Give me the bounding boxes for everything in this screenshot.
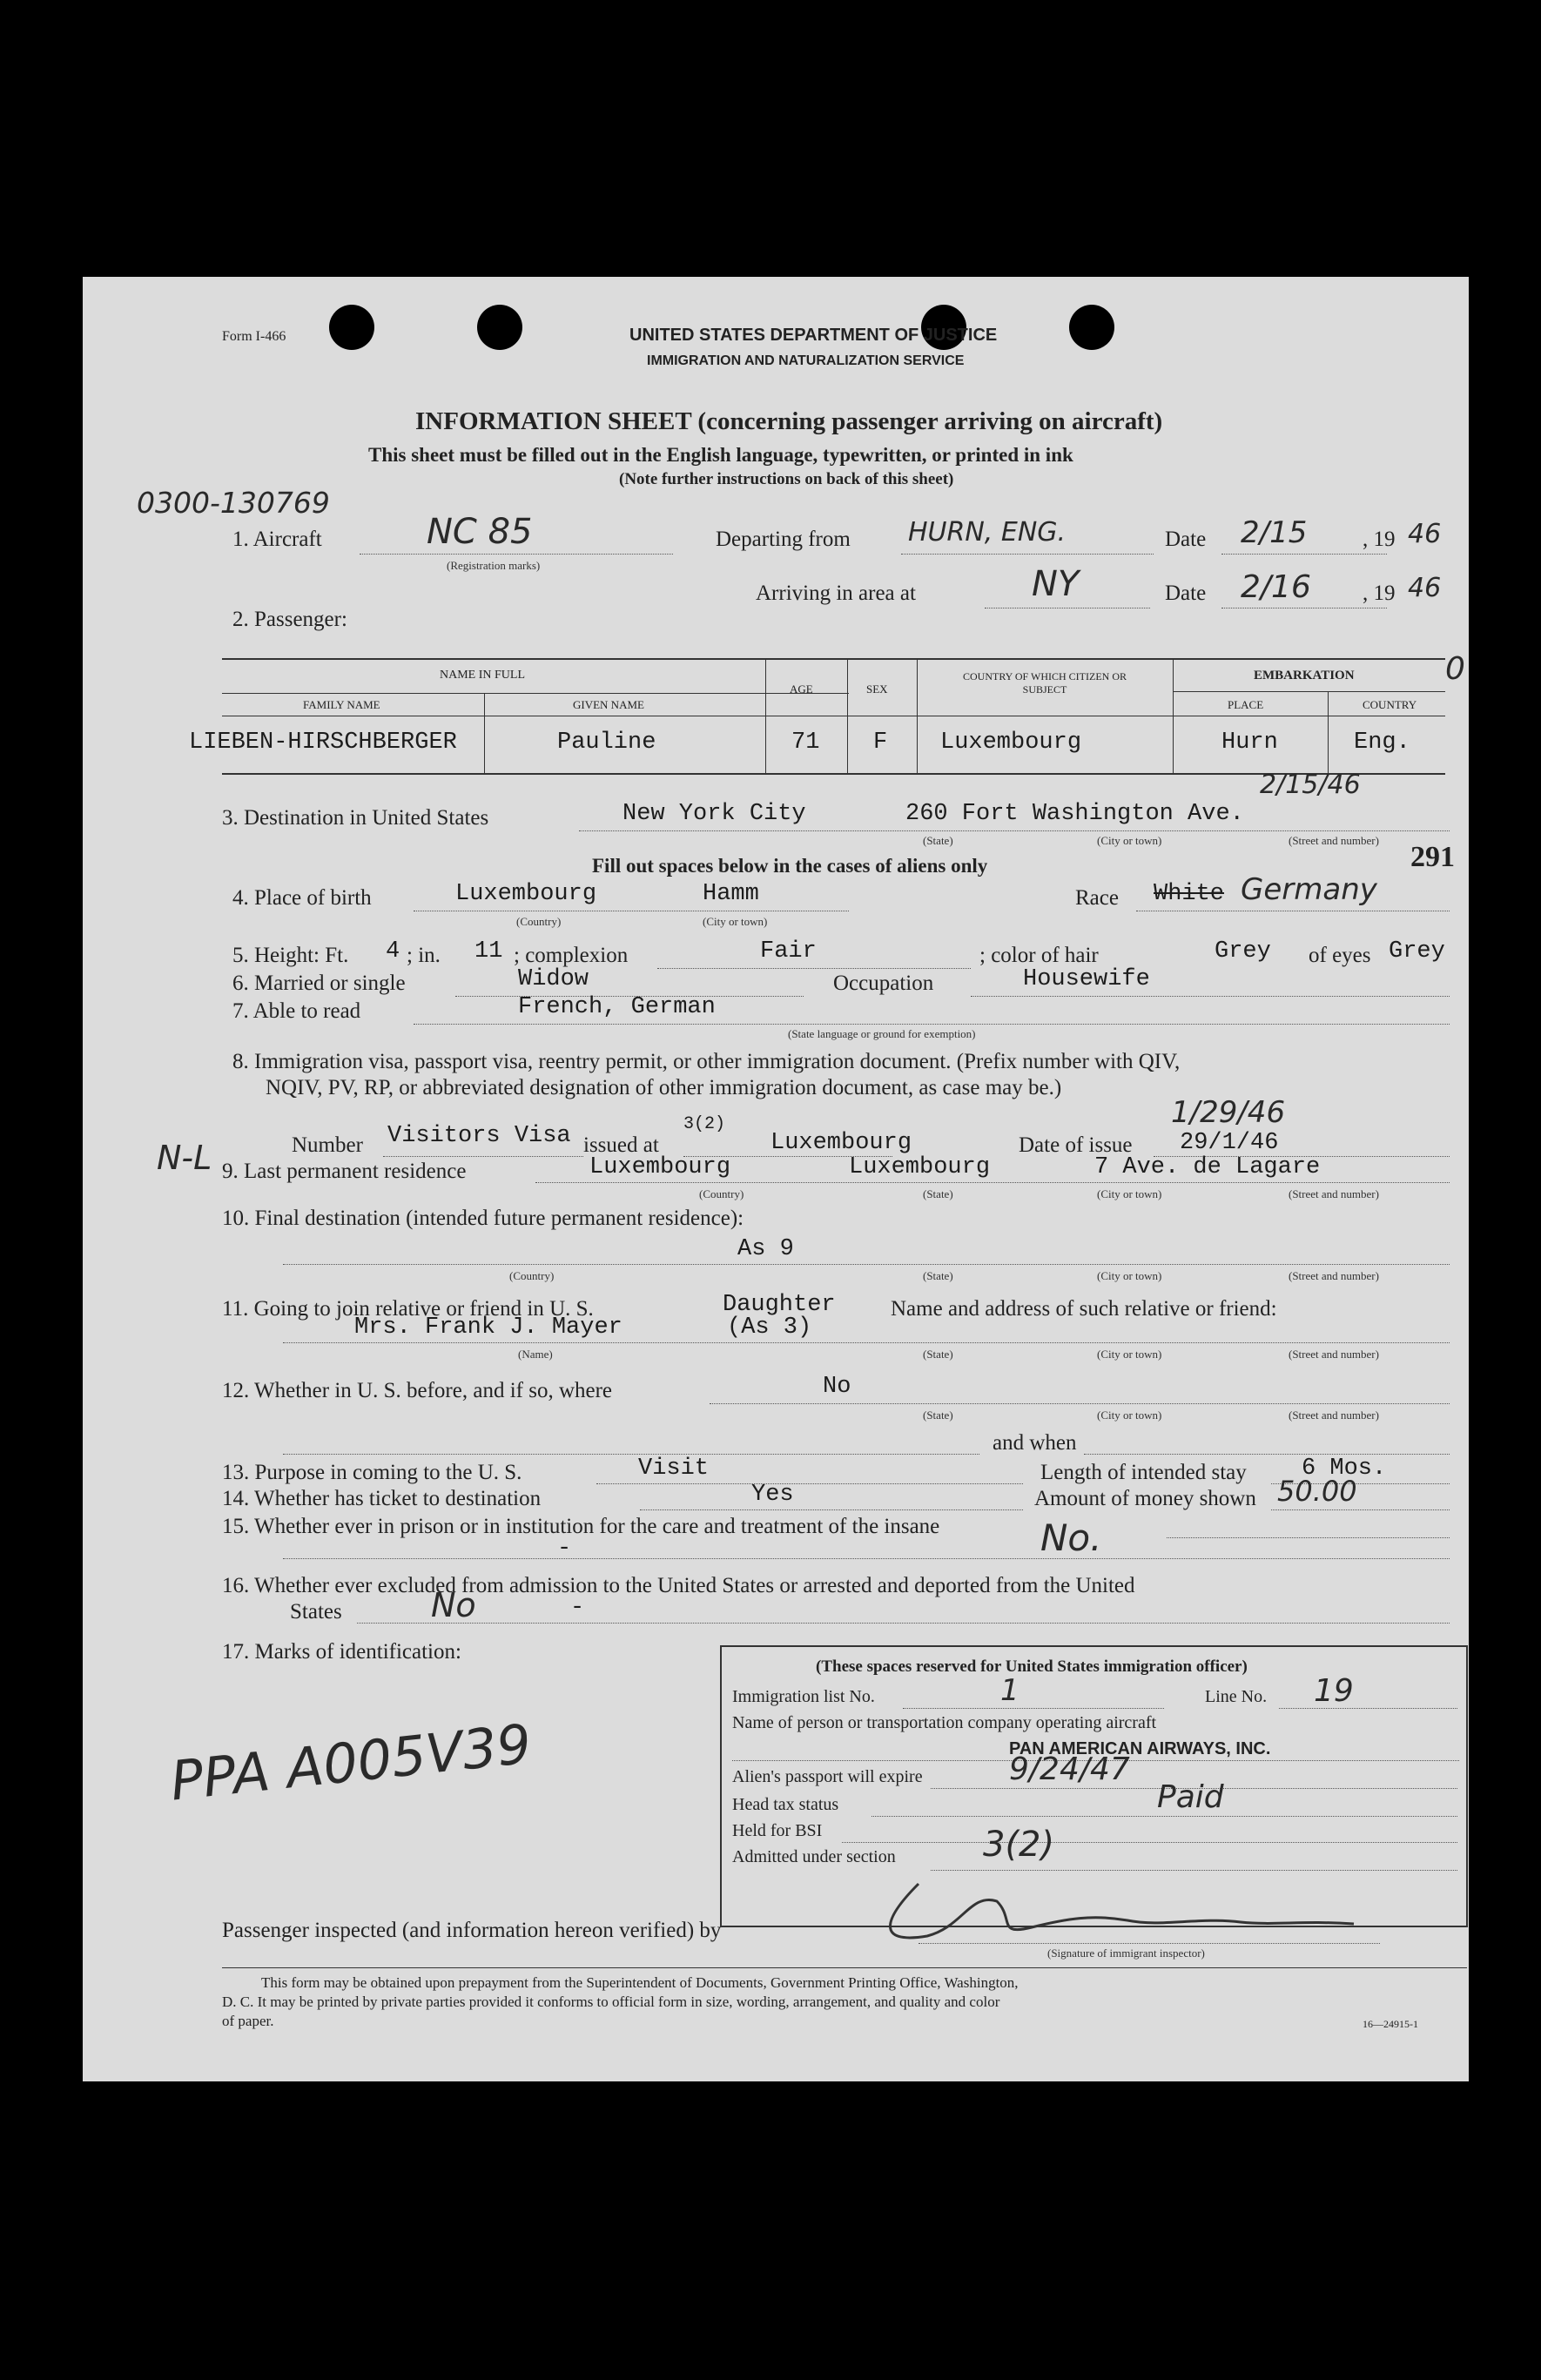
join-relation-value: Daughter [723, 1292, 836, 1318]
purpose-label: 13. Purpose in coming to the U. S. [222, 1461, 522, 1484]
state-caption: (State) [923, 1187, 953, 1200]
number-label: Number [292, 1133, 363, 1157]
passport-expire-value: 9/24/47 [1009, 1751, 1130, 1787]
punch-hole [1069, 305, 1114, 350]
state-caption: (State) [923, 1269, 953, 1282]
punch-hole [329, 305, 374, 350]
excluded-label-2: States [290, 1600, 342, 1624]
visa-section-value: 3(2) [683, 1114, 726, 1134]
ticket-label: 14. Whether has ticket to destination [222, 1487, 542, 1510]
arrive-date-value: 2/16 [1241, 569, 1311, 605]
signature-caption: (Signature of immigrant inspector) [1047, 1946, 1205, 1960]
marks-handwritten: PPA A005V39 [167, 1711, 535, 1813]
country-caption: (Country) [699, 1187, 744, 1200]
depart-date-label: Date [1165, 528, 1207, 551]
race-label: Race [1075, 886, 1119, 910]
occupation-label: Occupation [833, 971, 934, 995]
depart-year: 46 [1408, 519, 1442, 549]
depart-date-value: 2/15 [1241, 515, 1308, 550]
hair-label: ; color of hair [979, 944, 1099, 967]
country-caption: (Country) [509, 1269, 555, 1282]
street-caption: (Street and number) [1289, 1187, 1379, 1200]
emb-place-value: Hurn [1221, 729, 1278, 756]
birth-label: 4. Place of birth [232, 886, 372, 910]
issue-date-value: 29/1/46 [1180, 1130, 1279, 1156]
country-header: COUNTRY [1363, 698, 1417, 711]
depart-year-prefix: , 19 [1363, 528, 1396, 551]
inspected-label: Passenger inspected (and information hereon verified) by [222, 1919, 722, 1942]
eyes-label: of eyes [1309, 944, 1371, 967]
form-i466-page [83, 277, 1469, 2081]
occupation-value: Housewife [1023, 966, 1150, 992]
hair-value: Grey [1215, 938, 1271, 965]
excluded-handwritten: No [431, 1586, 476, 1624]
dest-city-value: New York City [622, 801, 806, 827]
city-caption: (City or town) [1097, 1269, 1162, 1282]
citizen-value: Luxembourg [940, 729, 1082, 756]
married-value: Widow [518, 966, 589, 992]
read-label: 7. Able to read [232, 999, 361, 1023]
inspector-signature [866, 1866, 1406, 1953]
margin-handwritten: N-L [157, 1139, 212, 1177]
city-caption: (City or town) [1097, 1348, 1162, 1361]
and-when-label: and when [993, 1431, 1077, 1455]
prison-dash: - [557, 1536, 572, 1562]
height-in-value: 11 [474, 938, 503, 965]
city-caption: (City or town) [703, 915, 768, 928]
birth-city-value: Hamm [703, 881, 759, 907]
company-value: PAN AMERICAN AIRWAYS, INC. [1009, 1739, 1271, 1758]
family-name-value: LIEBEN-HIRSCHBERGER [189, 729, 457, 756]
country-caption: (Country) [516, 915, 562, 928]
given-name-value: Pauline [557, 729, 656, 756]
form-number: Form I-466 [222, 329, 286, 344]
emb-country-value: Eng. [1354, 729, 1410, 756]
visa-label-2: NQIV, PV, RP, or abbreviated designation of other immigration document, as case may be.) [266, 1076, 1062, 1099]
embarkation-header: EMBARKATION [1254, 669, 1355, 682]
footer-line-1: This form may be obtained upon prepayment from the Superintendent of Documents, Government Printing Office, Washington, [261, 1974, 1019, 1991]
issue-date-label: Date of issue [1019, 1133, 1133, 1157]
street-caption: (Street and number) [1289, 1348, 1379, 1361]
line-no-value: 19 [1314, 1673, 1354, 1709]
line-no-label: Line No. [1205, 1687, 1268, 1706]
passport-expire-label: Alien's passport will expire [732, 1767, 923, 1786]
ticket-value: Yes [751, 1482, 794, 1508]
dest-handwritten-date: 2/15/46 [1260, 770, 1361, 800]
footer-line-3: of paper. [222, 2013, 274, 2029]
name-in-full-header: NAME IN FULL [440, 669, 525, 682]
join-label: 11. Going to join relative or friend in U. S. [222, 1297, 594, 1321]
money-value: 50.00 [1277, 1475, 1357, 1508]
state-caption: (State) [923, 834, 953, 847]
instruction-line-1: This sheet must be filled out in the English language, typewritten, or printed in ink [368, 444, 1073, 466]
last-country-value: Luxembourg [589, 1154, 731, 1180]
street-caption: (Street and number) [1289, 1269, 1379, 1282]
street-caption: (Street and number) [1289, 834, 1379, 847]
imm-list-value: 1 [1000, 1673, 1019, 1708]
length-value: 6 Mos. [1302, 1456, 1387, 1482]
prison-label: 15. Whether ever in prison or in institution for the care and treatment of the insane [222, 1515, 940, 1538]
final-dest-label: 10. Final destination (intended future permanent residence): [222, 1207, 744, 1230]
complexion-label: ; complexion [514, 944, 629, 967]
money-label: Amount of money shown [1034, 1487, 1256, 1510]
citizen-header: COUNTRY OF WHICH CITIZEN OR SUBJECT [963, 670, 1127, 696]
state-caption: (State) [923, 1348, 953, 1361]
last-street-value: 7 Ave. de Lagare [1094, 1154, 1321, 1180]
file-number: 0300-130769 [137, 486, 330, 520]
place-header: PLACE [1228, 698, 1264, 711]
instruction-line-2: (Note further instructions on back of this sheet) [619, 470, 954, 488]
form-title: INFORMATION SHEET (concerning passenger arriving on aircraft) [415, 407, 1163, 435]
excluded-label-1: 16. Whether ever excluded from admission to the United States or arrested and deported from the United [222, 1574, 1135, 1597]
height-ft-value: 4 [386, 938, 400, 965]
length-label: Length of intended stay [1040, 1461, 1247, 1484]
city-caption: (City or town) [1097, 1187, 1162, 1200]
arriving-label: Arriving in area at [756, 582, 916, 605]
reserved-heading: (These spaces reserved for United States immigration officer) [816, 1657, 1248, 1676]
last-city-value: Luxembourg [849, 1154, 991, 1180]
service-name: IMMIGRATION AND NATURALIZATION SERVICE [647, 353, 965, 368]
age-header: AGE [790, 682, 813, 696]
given-name-header: GIVEN NAME [573, 698, 644, 711]
imm-list-label: Immigration list No. [732, 1687, 875, 1706]
street-caption: (Street and number) [1289, 1409, 1379, 1422]
department-name: UNITED STATES DEPARTMENT OF JUSTICE [629, 326, 998, 345]
arrive-year-prefix: , 19 [1363, 582, 1396, 605]
admitted-value: 3(2) [983, 1825, 1055, 1865]
us-before-label: 12. Whether in U. S. before, and if so, where [222, 1379, 613, 1402]
sex-value: F [873, 729, 888, 756]
destination-label: 3. Destination in United States [222, 806, 489, 830]
head-tax-value: Paid [1157, 1779, 1224, 1815]
visa-number-value: Visitors Visa [387, 1123, 571, 1149]
aliens-only-heading: Fill out spaces below in the cases of aliens only [592, 855, 988, 877]
company-label: Name of person or transportation company operating aircraft [732, 1713, 1157, 1732]
join-name-value: Mrs. Frank J. Mayer [354, 1314, 622, 1341]
footer-line-2: D. C. It may be printed by private parties provided it conforms to official form in size, wording, arrangement, and quality and color [222, 1993, 1000, 2010]
arrive-year: 46 [1408, 573, 1442, 603]
passenger-label: 2. Passenger: [232, 608, 347, 631]
footer-code: 16—24915-1 [1363, 2018, 1418, 2030]
aircraft-label: 1. Aircraft [232, 528, 322, 551]
prison-handwritten: No. [1040, 1516, 1102, 1559]
admitted-label: Admitted under section [732, 1847, 896, 1866]
height-label: 5. Height: Ft. [232, 944, 349, 967]
name-caption: (Name) [518, 1348, 553, 1361]
arriving-value: NY [1032, 564, 1080, 604]
head-tax-label: Head tax status [732, 1795, 839, 1814]
married-label: 6. Married or single [232, 971, 406, 995]
language-caption: (State language or ground for exemption) [788, 1027, 976, 1040]
dest-street-value: 260 Fort Washington Ave. [905, 801, 1244, 827]
inches-label: ; in. [407, 944, 441, 967]
city-caption: (City or town) [1097, 1409, 1162, 1422]
arrive-date-label: Date [1165, 582, 1207, 605]
name-address-label: Name and address of such relative or friend: [891, 1297, 1277, 1321]
us-before-value: No [823, 1374, 851, 1400]
family-name-header: FAMILY NAME [303, 698, 380, 711]
marks-label: 17. Marks of identification: [222, 1640, 461, 1664]
dest-number-stamp: 291 [1410, 841, 1455, 873]
state-caption: (State) [923, 1409, 953, 1422]
sex-header: SEX [866, 682, 888, 696]
age-value: 71 [791, 729, 820, 756]
visa-label-1: 8. Immigration visa, passport visa, reentry permit, or other immigration document. (Prefix number with QIV, [232, 1050, 1181, 1073]
excluded-dash: - [570, 1595, 585, 1621]
last-residence-label: 9. Last permanent residence [222, 1160, 467, 1183]
purpose-value: Visit [638, 1456, 710, 1482]
departing-value: HURN, ENG. [908, 517, 1067, 548]
race-value: White [1154, 881, 1225, 907]
race-handwritten: Germany [1241, 872, 1377, 907]
eyes-value: Grey [1389, 938, 1445, 965]
aircraft-value: NC 85 [427, 512, 533, 552]
departing-label: Departing from [716, 528, 851, 551]
punch-hole [477, 305, 522, 350]
corner-mark: 0 [1445, 651, 1465, 687]
final-dest-value: As 9 [737, 1236, 794, 1262]
held-bsi-label: Held for BSI [732, 1821, 823, 1840]
issued-at-value: Luxembourg [770, 1130, 912, 1156]
join-address-value: (As 3) [727, 1314, 812, 1341]
issue-date-handwritten: 1/29/46 [1171, 1095, 1286, 1130]
city-caption: (City or town) [1097, 834, 1162, 847]
issued-at-label: issued at [583, 1133, 659, 1157]
complexion-value: Fair [760, 938, 817, 965]
read-value: French, German [518, 994, 716, 1020]
birth-country-value: Luxembourg [455, 881, 597, 907]
registration-caption: (Registration marks) [447, 559, 541, 572]
